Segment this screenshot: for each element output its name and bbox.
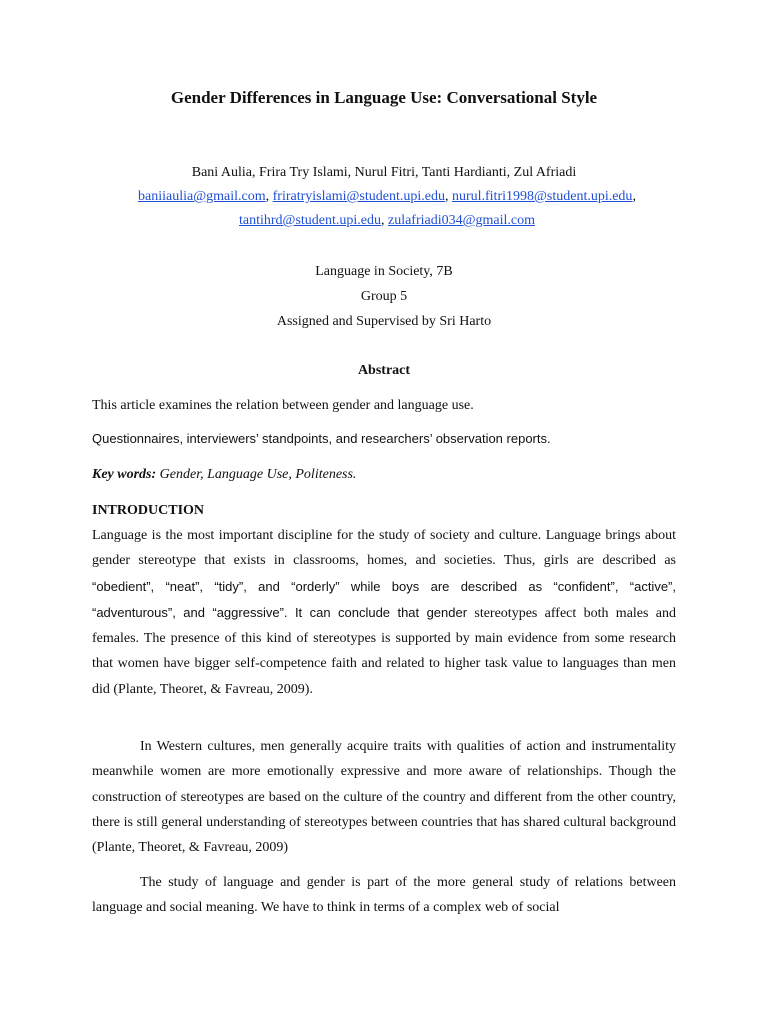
paper-title: Gender Differences in Language Use: Conversational Style bbox=[170, 88, 598, 107]
author-list: Bani Aulia, Frira Try Islami, Nurul Fitri, Tanti Hardianti, Zul Afriadi bbox=[191, 165, 577, 180]
keywords-value: Gender, Language Use, Politeness. bbox=[156, 467, 357, 482]
body-paragraph: In Western cultures, men generally acquire traits with qualities of action and instrumentality meanwhile women are more emotionally expressive and more aware of relationships. Though the construction of stereotypes are based on the culture of the country and different from the other country, there is still general understanding of stereotypes between countries that has shared cultural background (Plante, Theoret, & Favreau, 2009) bbox=[92, 739, 676, 856]
paragraph-text: Language is the most important discipline for the study of society and culture. Language brings about gender stereotype that exists in classrooms, homes, and societies. Thus, girls are described as bbox=[92, 528, 676, 569]
course-name: Language in Society, 7B bbox=[315, 264, 453, 279]
keywords-label: Key words: bbox=[92, 467, 157, 482]
supervisor-line: Assigned and Supervised by Sri Harto bbox=[276, 314, 492, 329]
group-name: Group 5 bbox=[360, 289, 408, 304]
author-emails: baniiaulia@gmail.com, friratryislami@student.upi.edu, nurul.fitri1998@student.upi.edu, tantihrd@student.upi.edu, zulafriadi034@gmail.com bbox=[138, 189, 636, 228]
course-info bbox=[92, 259, 676, 334]
section-heading-introduction: INTRODUCTION bbox=[92, 503, 205, 518]
abstract-text: Questionnaires, interviewers’ standpoints, and researchers’ observation reports. bbox=[92, 431, 551, 446]
email-link[interactable]: zulafriadi034@gmail.com bbox=[387, 213, 535, 228]
email-link[interactable]: tantihrd@student.upi.edu bbox=[239, 213, 381, 228]
paragraph-text: stereotypes affect both males and females. The presence of this kind of stereotypes is supported by main evidence from some research that women have bigger self-competence faith and related to higher task value to languages than men did (Plante, Theoret, & Favreau, 2009). bbox=[92, 605, 676, 697]
email-link[interactable]: nurul.fitri1998@student.upi.edu bbox=[451, 189, 633, 204]
email-link[interactable]: baniiaulia@gmail.com bbox=[138, 189, 266, 204]
keywords bbox=[92, 463, 676, 487]
abstract-text: This article examines the relation between gender and language use. bbox=[92, 398, 474, 413]
abstract-heading: Abstract bbox=[357, 363, 411, 378]
email-link[interactable]: friratryislami@student.upi.edu bbox=[272, 189, 445, 204]
body-paragraph: The study of language and gender is part of the more general study of relations between language and social meaning. We have to think in terms of a complex web of social bbox=[92, 875, 676, 916]
body-paragraph bbox=[92, 523, 676, 702]
paragraph-text: “obedient”, “neat”, “tidy”, and “orderly” while boys are described as “confident”, “active”, “adventurous”, and “aggressive”. It can conclude that gender bbox=[92, 578, 676, 620]
